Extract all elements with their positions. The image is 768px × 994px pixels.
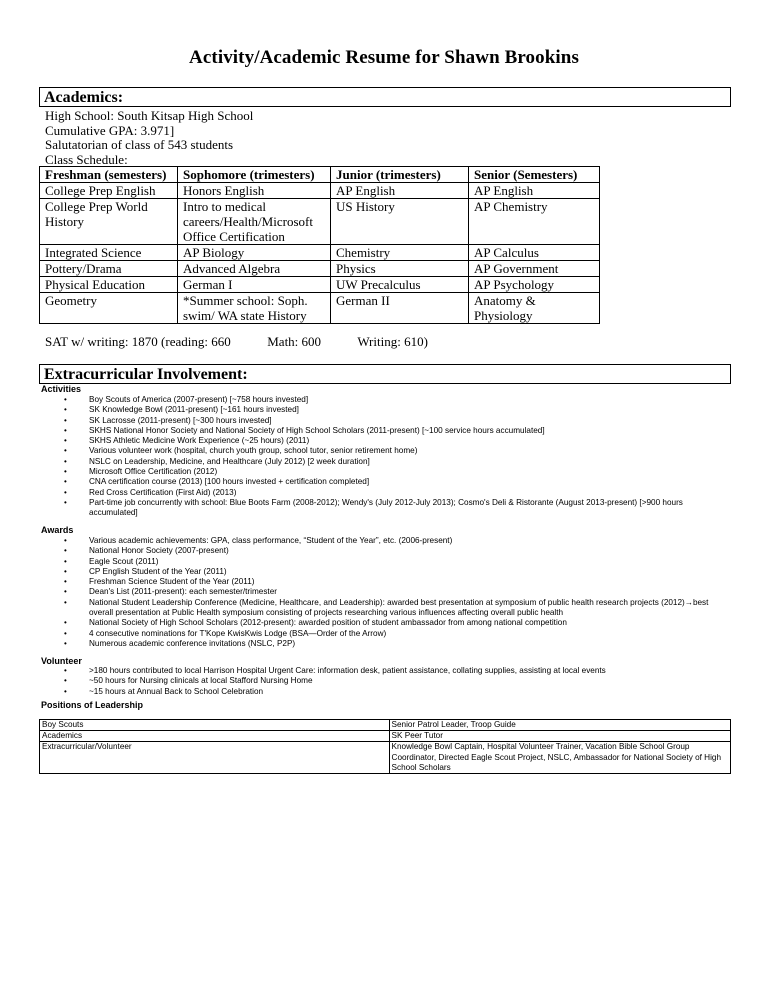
table-cell: *Summer school: Soph. swim/ WA state History [178, 293, 331, 324]
table-cell: Geometry [40, 293, 178, 324]
list-item: • 4 consecutive nominations for T'Kope KwisKwis Lodge (BSA—Order of the Arrow) [60, 629, 720, 639]
table-cell: Extracurricular/Volunteer [40, 742, 390, 774]
table-cell: Intro to medical careers/Health/Microsoft Office Certification [178, 199, 331, 245]
table-cell: Knowledge Bowl Captain, Hospital Volunteer Trainer, Vacation Bible School Group Coordinator, Directed Eagle Scout Project, NSLC, Ambassador for National Society of High School Scholars [389, 742, 730, 774]
list-item: • Numerous academic conference invitations (NSLC, P2P) [60, 639, 720, 649]
table-row [40, 293, 600, 324]
table-cell: College Prep English [40, 183, 178, 199]
list-item: • ~50 hours for Nursing clinicals at local Stafford Nursing Home [60, 676, 720, 686]
list-item: • Part-time job concurrently with school: Blue Boots Farm (2008-2012); Wendy's (July 2012-July 2013); Cosmo's Deli & Ristorante (August 2013-present) [>900 hours accumulated] [60, 498, 720, 519]
table-cell: Advanced Algebra [178, 261, 331, 277]
list-item: • Freshman Science Student of the Year (2011) [60, 577, 720, 587]
table-cell: AP Chemistry [469, 199, 600, 245]
header-sophomore: Sophomore (trimesters) [178, 167, 331, 183]
list-item: • Dean's List (2011-present): each semester/trimester [60, 587, 720, 597]
activities-label: Activities [41, 384, 82, 394]
table-cell: US History [331, 199, 469, 245]
schedule-label: Class Schedule: [45, 151, 128, 167]
header-freshman: Freshman (semesters) [40, 167, 178, 183]
sat-writing: Writing: 610) [357, 334, 428, 349]
list-item: • Eagle Scout (2011) [60, 557, 720, 567]
table-cell: SK Peer Tutor [389, 731, 730, 742]
table-cell: Physics [331, 261, 469, 277]
table-row [40, 277, 600, 293]
table-row [40, 720, 731, 731]
table-cell: AP Calculus [469, 245, 600, 261]
volunteer-list [60, 666, 720, 697]
academics-info [45, 109, 253, 167]
volunteer-label: Volunteer [41, 656, 82, 666]
list-item: • CNA certification course (2013) [100 hours invested + certification completed] [60, 477, 720, 487]
list-item: • National Student Leadership Conference (Medicine, Healthcare, and Leadership): awarded best presentation at symposium of public health research projects (2012)→best overall presentation at Public Health symposium consisting of projects researching various influences affecting overall public health [60, 598, 720, 619]
list-item: • >180 hours contributed to local Harrison Hospital Urgent Care: information desk, patient assistance, collating supplies, assisting at local events [60, 666, 720, 676]
list-item: • Various volunteer work (hospital, church youth group, school tutor, senior retirement home) [60, 446, 720, 456]
list-item: • SKHS Athletic Medicine Work Experience (~25 hours) (2011) [60, 436, 720, 446]
list-item: • Boy Scouts of America (2007-present) [~758 hours invested] [60, 395, 720, 405]
leadership-table [39, 719, 731, 774]
page-title: Activity/Academic Resume for Shawn Brookins [189, 47, 579, 68]
table-cell: German I [178, 277, 331, 293]
list-item: • SK Lacrosse (2011-present) [~300 hours invested] [60, 416, 720, 426]
table-row [40, 261, 600, 277]
table-row [40, 245, 600, 261]
header-senior: Senior (Semesters) [469, 167, 600, 183]
table-cell: Anatomy & Physiology [469, 293, 600, 324]
list-item: • Red Cross Certification (First Aid) (2013) [60, 488, 720, 498]
table-cell: German II [331, 293, 469, 324]
schedule-header-row [40, 167, 600, 183]
list-item: • Microsoft Office Certification (2012) [60, 467, 720, 477]
list-item: • SKHS National Honor Society and National Society of High School Scholars (2011-present) [~100 service hours accumulated] [60, 426, 720, 436]
academics-heading: Academics: [39, 87, 731, 107]
table-cell: AP Government [469, 261, 600, 277]
table-row [40, 742, 731, 774]
rank-line: Salutatorian of class of 543 students [45, 137, 234, 152]
sat-total: SAT w/ writing: 1870 (reading: 660 [45, 334, 231, 349]
class-schedule-table [39, 166, 600, 324]
header-junior: Junior (trimesters) [331, 167, 469, 183]
table-cell: Boy Scouts [40, 720, 390, 731]
table-cell: College Prep World History [40, 199, 178, 245]
table-row [40, 183, 600, 199]
list-item: • CP English Student of the Year (2011) [60, 567, 720, 577]
table-cell: Honors English [178, 183, 331, 199]
table-cell: Chemistry [331, 245, 469, 261]
table-cell: UW Precalculus [331, 277, 469, 293]
school-line: High School: South Kitsap High School [45, 108, 254, 123]
list-item: • SK Knowledge Bowl (2011-present) [~161 hours invested] [60, 405, 720, 415]
table-cell: Senior Patrol Leader, Troop Guide [389, 720, 730, 731]
table-row [40, 199, 600, 245]
extracurricular-heading: Extracurricular Involvement: [39, 364, 731, 384]
table-cell: Academics [40, 731, 390, 742]
table-cell: AP English [469, 183, 600, 199]
list-item: • National Society of High School Scholars (2012-present): awarded position of student ambassador from among national competition [60, 618, 720, 628]
table-cell: AP English [331, 183, 469, 199]
table-cell: Physical Education [40, 277, 178, 293]
table-cell: Integrated Science [40, 245, 178, 261]
table-cell: AP Psychology [469, 277, 600, 293]
table-cell: Pottery/Drama [40, 261, 178, 277]
awards-label: Awards [41, 525, 74, 535]
gpa-line: Cumulative GPA: 3.971] [45, 122, 175, 138]
sat-math: Math: 600 [267, 334, 322, 349]
awards-list [60, 536, 720, 649]
table-row [40, 731, 731, 742]
list-item: • Various academic achievements: GPA, class performance, “Student of the Year”, etc. (2006-present) [60, 536, 720, 546]
sat-score-line [45, 334, 428, 349]
leadership-label: Positions of Leadership [41, 700, 144, 710]
activities-list [60, 395, 720, 519]
list-item: • ~15 hours at Annual Back to School Celebration [60, 687, 720, 697]
list-item: • National Honor Society (2007-present) [60, 546, 720, 556]
table-cell: AP Biology [178, 245, 331, 261]
list-item: • NSLC on Leadership, Medicine, and Healthcare (July 2012) [2 week duration] [60, 457, 720, 467]
